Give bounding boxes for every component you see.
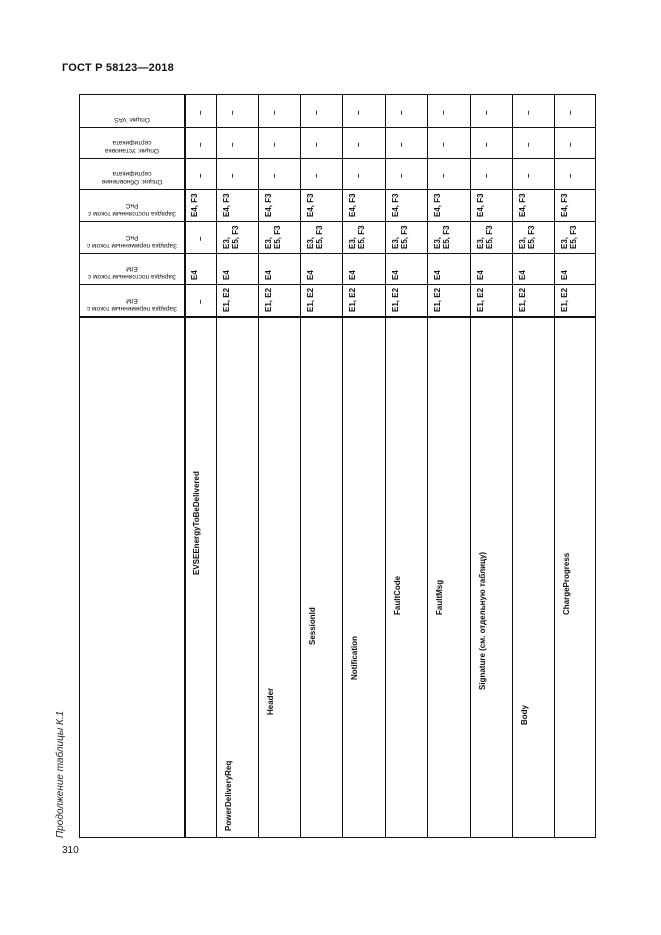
table-cell: – — [482, 173, 491, 178]
table-cell: E4, F3 — [391, 193, 400, 217]
table-cell: E4, F3 — [560, 193, 569, 217]
continuation-caption: Продолжение таблицы К.1 — [55, 710, 66, 838]
table-cell: – — [228, 142, 237, 147]
column-divider — [258, 95, 259, 837]
page-number: 310 — [62, 845, 79, 856]
table-cell: E4 — [433, 270, 442, 280]
table-cell: – — [439, 142, 448, 147]
table-cell: E3, E5, F3 — [476, 225, 494, 249]
table-cell: E1, E2 — [264, 287, 273, 312]
element-name: Signature (см. отдельную таблицу) — [478, 551, 487, 690]
table-cell: – — [354, 142, 363, 147]
table-cell: – — [354, 110, 363, 115]
column-header: Опции: Обновление сертификата — [101, 170, 163, 185]
table-cell: E4 — [264, 270, 273, 280]
table-cell: E4 — [222, 270, 231, 280]
table-cell: – — [566, 110, 575, 115]
table-cell: E4, F3 — [433, 193, 442, 217]
table-cell: E3, E5, F3 — [348, 225, 366, 249]
document-header: ГОСТ Р 58123—2018 — [62, 62, 174, 74]
column-divider — [470, 95, 471, 837]
table-cell: – — [397, 142, 406, 147]
table-cell: E3, E5, F3 — [264, 225, 282, 249]
table-cell: – — [439, 173, 448, 178]
table-cell: E4, F3 — [348, 193, 357, 217]
table-cell: – — [228, 110, 237, 115]
table-cell: – — [524, 142, 533, 147]
table-cell: E1, E2 — [348, 287, 357, 312]
table-cell: E1, E2 — [391, 287, 400, 312]
column-divider — [342, 95, 343, 837]
table-cell: – — [196, 236, 205, 241]
table-cell: – — [397, 173, 406, 178]
table-cell: – — [312, 142, 321, 147]
table-cell: E3, E5, F3 — [391, 225, 409, 249]
table-cell: E3, E5, F3 — [518, 225, 536, 249]
table-cell: E4, F3 — [476, 193, 485, 217]
table-cell: E4 — [391, 270, 400, 280]
table-cell: – — [482, 142, 491, 147]
element-name: PowerDeliveryReq — [224, 760, 233, 831]
rotated-table — [79, 94, 596, 838]
table-cell: E3, E5, F3 — [433, 225, 451, 249]
table-cell: E3, E5, F3 — [306, 225, 324, 249]
table-cell: E1, E2 — [518, 287, 527, 312]
element-name: Notification — [350, 636, 359, 680]
column-header: Зарядка постоянным током с PнC — [88, 202, 176, 217]
table-cell: – — [270, 173, 279, 178]
table-cell: – — [312, 110, 321, 115]
row-divider — [80, 316, 595, 318]
row-divider — [80, 127, 595, 128]
column-divider — [216, 95, 217, 837]
element-name: EVSEEnergyToBeDelivered — [192, 471, 201, 575]
row-divider — [80, 189, 595, 190]
column-header: Зарядка переменным током с PнC — [87, 234, 177, 249]
table-cell: – — [312, 173, 321, 178]
table-cell: E3, E5, F3 — [560, 225, 578, 249]
table-cell: E4 — [348, 270, 357, 280]
table-cell: E1, E2 — [476, 287, 485, 312]
table-cell: – — [566, 142, 575, 147]
table-cell: E4, F3 — [306, 193, 315, 217]
table-cell: E4 — [518, 270, 527, 280]
table-cell: – — [196, 299, 205, 304]
table-cell: E4 — [476, 270, 485, 280]
table-cell: – — [566, 173, 575, 178]
column-divider — [512, 95, 513, 837]
column-header: Зарядка переменным током с EIM — [87, 297, 177, 312]
row-divider — [80, 253, 595, 254]
table-cell: E3, E5, F3 — [222, 225, 240, 249]
column-divider — [184, 95, 186, 837]
element-name: FaultMsg — [435, 579, 444, 615]
table-cell: E1, E2 — [433, 287, 442, 312]
element-name: ChargeProgress — [562, 552, 571, 615]
table-cell: – — [270, 142, 279, 147]
column-header: Зарядка постоянным током с EIM — [88, 265, 176, 280]
element-name: FaultCode — [393, 575, 402, 615]
column-header: Опции: VAS — [114, 116, 150, 123]
table-cell: E4 — [560, 270, 569, 280]
element-name: Header — [266, 687, 275, 715]
table-cell: E4 — [190, 270, 199, 280]
row-divider — [80, 221, 595, 222]
table-cell: E4, F3 — [518, 193, 527, 217]
table-cell: – — [524, 173, 533, 178]
table-cell: – — [482, 110, 491, 115]
table-cell: – — [196, 142, 205, 147]
column-header: Опции: Установка сертификата — [105, 139, 159, 154]
row-divider — [80, 284, 595, 285]
table-cell: E4, F3 — [222, 193, 231, 217]
table-cell: – — [524, 110, 533, 115]
table-cell: – — [196, 110, 205, 115]
table-cell: E4, F3 — [190, 193, 199, 217]
column-divider — [427, 95, 428, 837]
table-cell: – — [196, 173, 205, 178]
element-name: Body — [520, 705, 529, 725]
table-cell: – — [397, 110, 406, 115]
column-divider — [385, 95, 386, 837]
element-name: SessionId — [308, 607, 317, 645]
column-divider — [554, 95, 555, 837]
row-divider — [80, 158, 595, 159]
table-cell: – — [354, 173, 363, 178]
table-cell: E1, E2 — [560, 287, 569, 312]
table-cell: E4, F3 — [264, 193, 273, 217]
column-divider — [300, 95, 301, 837]
table-cell: – — [439, 110, 448, 115]
table-cell: – — [270, 110, 279, 115]
table-cell: – — [228, 173, 237, 178]
table-cell: E4 — [306, 270, 315, 280]
table-cell: E1, E2 — [222, 287, 231, 312]
table-cell: E1, E2 — [306, 287, 315, 312]
